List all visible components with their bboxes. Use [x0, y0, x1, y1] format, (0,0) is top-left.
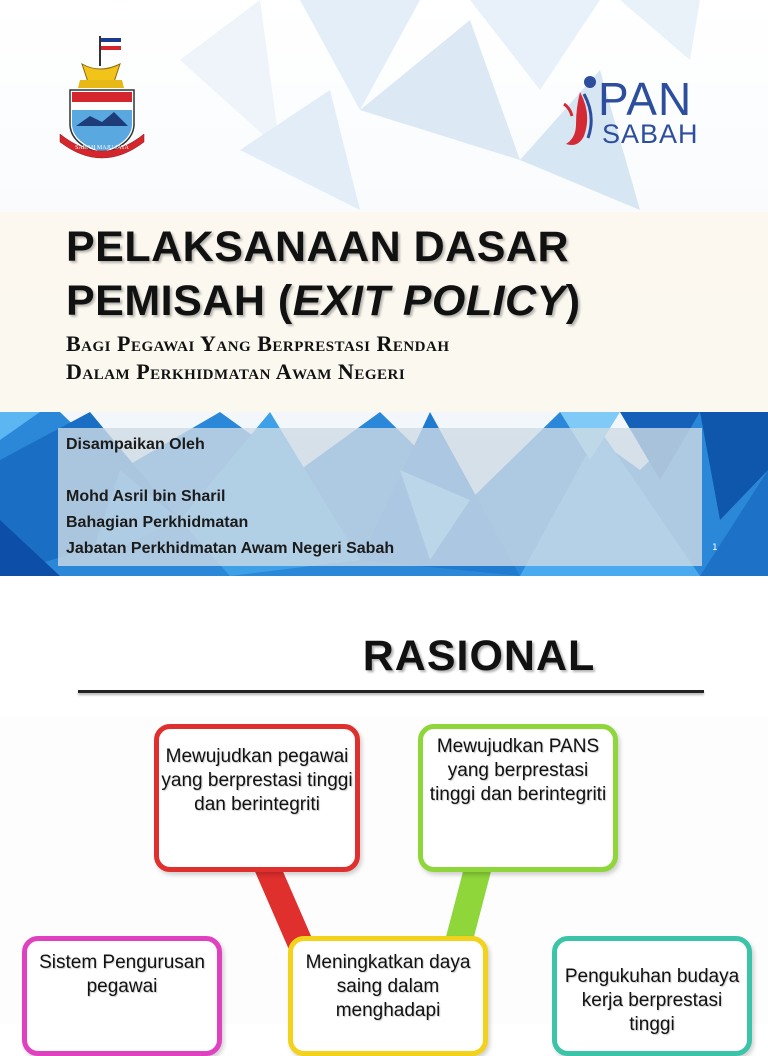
rasional-slide	[0, 592, 768, 1035]
page-number: 1	[712, 543, 718, 553]
crest-motto: SABAH MAJU JAYA	[75, 145, 129, 151]
rasional-box-2-text: Mewujudkan PANS yang berprestasi tinggi dan berintegriti	[429, 736, 607, 805]
title-exit-policy: EXIT POLICY	[292, 277, 566, 325]
slide-separator	[0, 576, 768, 592]
presenter-department: Jabatan Perkhidmatan Awam Negeri Sabah	[66, 540, 395, 557]
rasional-box-5-text: Pengukuhan budaya kerja berprestasi tinggi	[564, 966, 740, 1035]
jpan-j-icon	[562, 74, 602, 150]
slide-subtitle	[66, 330, 450, 386]
slide-title	[66, 220, 581, 328]
presenter-name: Mohd Asril bin Sharil	[66, 488, 226, 505]
rasional-box-1	[154, 724, 360, 872]
sabah-crest-logo	[52, 34, 152, 164]
rasional-box-5	[552, 936, 752, 1056]
rasional-box-3	[22, 936, 222, 1056]
presenter-division: Bahagian Perkhidmatan	[66, 514, 249, 531]
rasional-heading: RASIONAL	[362, 632, 596, 680]
title-line-1: PELAKSANAAN DASAR	[66, 223, 570, 271]
presenter-heading: Disampaikan Oleh	[66, 436, 205, 453]
subtitle-line-2: Dalam Perkhidmatan Awam Negeri	[66, 359, 406, 384]
title-line-2-suffix: )	[565, 277, 581, 325]
jpan-region: SABAH	[602, 119, 699, 149]
subtitle-line-1: Bagi Pegawai Yang Berprestasi Rendah	[66, 331, 450, 356]
presenter-box	[58, 428, 702, 566]
title-line-2	[66, 274, 581, 328]
rasional-box-1-text: Mewujudkan pegawai yang berprestasi tinggi dan berintegriti	[161, 746, 353, 815]
rasional-box-3-text: Sistem Pengurusan pegawai	[39, 952, 205, 997]
rasional-box-4	[288, 936, 488, 1056]
jpan-name: PAN	[598, 73, 693, 125]
title-line-2-prefix: PEMISAH (	[66, 277, 293, 325]
rasional-box-4-text: Meningkatkan daya saing dalam menghadapi	[305, 952, 471, 1021]
jpan-sabah-logo	[562, 74, 742, 150]
rasional-box-2	[418, 724, 618, 872]
